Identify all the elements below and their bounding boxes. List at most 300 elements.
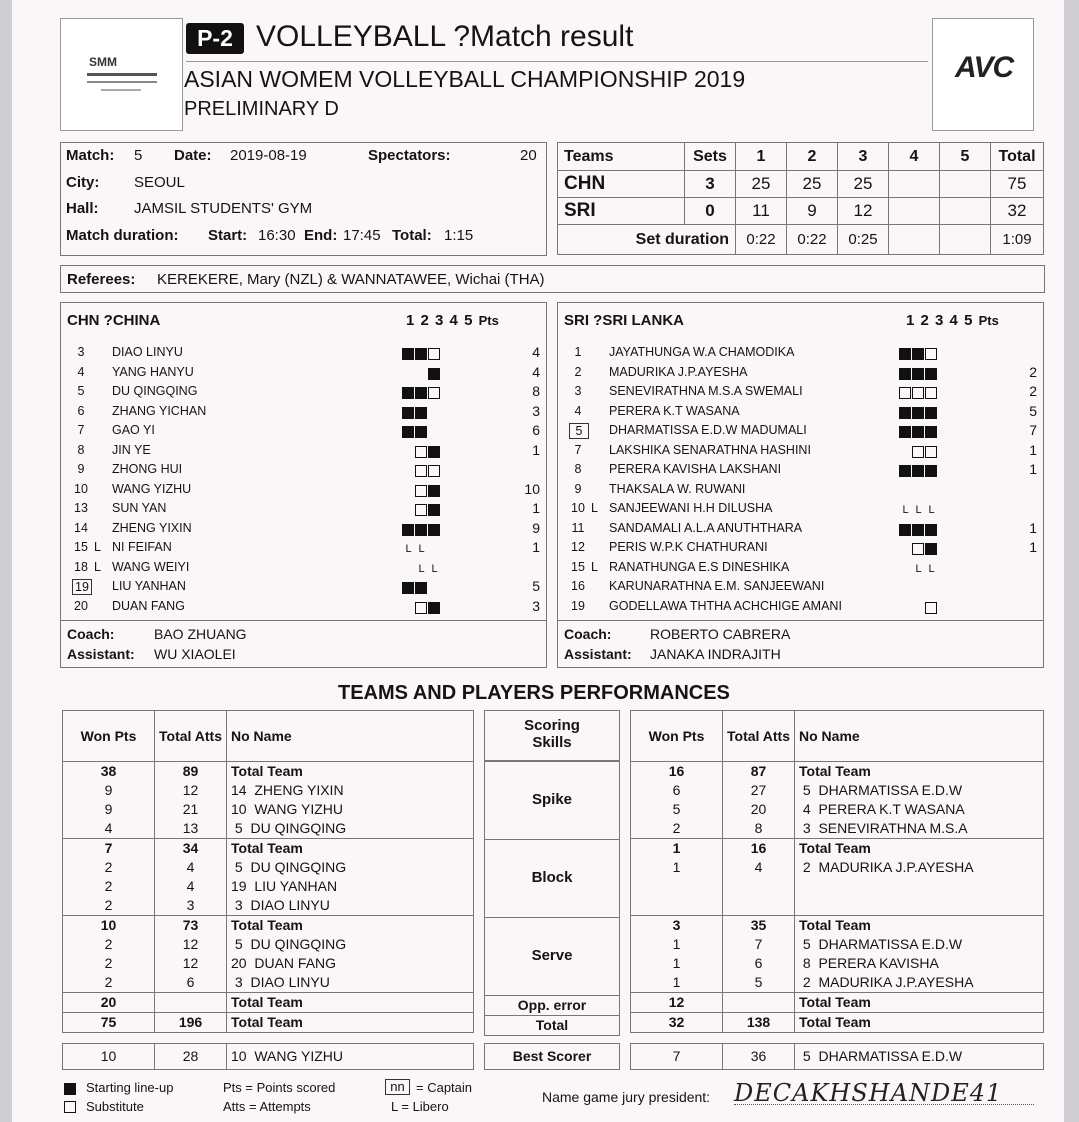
team-a-performance-table	[62, 710, 474, 1033]
set-header: 1	[406, 312, 415, 329]
set-participation	[402, 366, 441, 380]
score-total: 32	[991, 198, 1044, 225]
score-header-set4: 4	[889, 143, 940, 171]
best-scorer-row	[631, 1044, 1044, 1070]
starting-square-icon	[925, 543, 937, 555]
team-a-assistant: WU XIAOLEI	[154, 646, 236, 662]
player-points: 1	[1029, 461, 1037, 477]
substitute-square-icon	[428, 348, 440, 360]
starting-square-icon	[402, 407, 414, 419]
perf-right-header	[631, 711, 1044, 762]
won-pts: 2	[63, 896, 155, 916]
player-entry: 20 DUAN FANG	[227, 954, 474, 973]
player-points: 1	[1029, 539, 1037, 555]
score-sets: 0	[685, 198, 736, 225]
set-duration-label: Set duration	[558, 225, 736, 255]
player-entry: Total Team	[795, 762, 1044, 782]
empty-set-slot	[428, 543, 440, 555]
player-name: PERIS W.P.K CHATHURANI	[609, 540, 768, 554]
player-points: 5	[532, 578, 540, 594]
player-number: 10	[74, 482, 88, 496]
skill-player-row	[63, 877, 474, 896]
jury-signature: DECAKHSHANDE41	[734, 1079, 1003, 1107]
starting-square-icon	[415, 426, 427, 438]
set-participation	[402, 600, 441, 614]
start-time: 16:30	[258, 227, 296, 244]
substitute-square-icon	[428, 465, 440, 477]
player-number: 12	[571, 540, 585, 554]
starting-square-icon	[415, 348, 427, 360]
team-b-coach: ROBERTO CABRERA	[650, 626, 791, 642]
empty-set-slot	[402, 368, 414, 380]
player-number: 3	[574, 384, 582, 398]
player-entry: 3 DIAO LINYU	[227, 896, 474, 916]
player-row	[60, 539, 547, 557]
set-participation	[899, 483, 938, 497]
player-number: 19	[571, 599, 585, 613]
skill-name: Spike	[531, 791, 573, 808]
total-atts: 138	[723, 1013, 795, 1033]
set-duration-row	[558, 225, 1044, 255]
skill-name: Total	[535, 1017, 569, 1033]
won-pts-header: Won Pts	[63, 711, 155, 762]
substitute-square-icon	[415, 504, 427, 516]
set-header: 2	[920, 312, 929, 329]
player-number: 6	[77, 404, 85, 418]
starting-square-icon	[402, 582, 414, 594]
player-points: 1	[532, 539, 540, 555]
set-participation	[402, 385, 441, 399]
player-number: 7	[77, 423, 85, 437]
empty-set-slot	[899, 485, 911, 497]
starting-square-icon	[912, 465, 924, 477]
player-name: NI FEIFAN	[112, 540, 172, 554]
total-atts: 35	[723, 916, 795, 936]
substitute-square-icon	[415, 465, 427, 477]
total-atts: 21	[155, 800, 227, 819]
player-name: SANDAMALI A.L.A ANUTHTHARA	[609, 521, 803, 535]
set-participation	[899, 463, 938, 477]
player-points: 2	[1029, 364, 1037, 380]
substitute-square-icon	[925, 387, 937, 399]
avc-logo	[932, 18, 1034, 131]
player-points: 1	[1029, 442, 1037, 458]
team-b-staff-rule	[557, 620, 1044, 621]
best-total-atts: 36	[723, 1044, 795, 1070]
total-duration-label: Total:	[392, 227, 432, 244]
won-pts: 20	[63, 993, 155, 1013]
total-atts: 13	[155, 819, 227, 839]
player-entry: 8 PERERA KAVISHA	[795, 954, 1044, 973]
player-row	[557, 598, 1044, 616]
starting-square-icon	[925, 465, 937, 477]
player-row	[557, 559, 1044, 577]
player-entry: Total Team	[795, 993, 1044, 1013]
libero-set-mark: L	[928, 562, 935, 575]
skill-player-row	[63, 935, 474, 954]
player-number: 3	[77, 345, 85, 359]
event-logo-line	[87, 81, 157, 83]
starting-square-icon	[899, 407, 911, 419]
won-pts: 4	[63, 819, 155, 839]
set-participation	[402, 522, 441, 536]
substitute-square-icon	[64, 1101, 76, 1113]
best-player: 5 DHARMATISSA E.D.W	[795, 1044, 1044, 1070]
won-pts: 1	[631, 973, 723, 993]
player-entry: Total Team	[227, 993, 474, 1013]
won-pts: 6	[631, 781, 723, 800]
event-logo-line	[101, 89, 141, 91]
player-points: 5	[1029, 403, 1037, 419]
skill-cell	[484, 917, 620, 996]
skill-player-row	[631, 819, 1044, 839]
player-points: 4	[532, 344, 540, 360]
page-title: VOLLEYBALL ?Match result	[256, 20, 634, 53]
skill-player-row	[63, 973, 474, 993]
player-entry: 5 DU QINGQING	[227, 819, 474, 839]
player-row	[60, 344, 547, 362]
starting-square-icon	[899, 465, 911, 477]
legend-captain: = Captain	[416, 1080, 473, 1095]
won-pts: 5	[631, 800, 723, 819]
legend-starting: Starting line-up	[86, 1080, 174, 1095]
starting-square-icon	[428, 368, 440, 380]
player-points: 8	[532, 383, 540, 399]
total-atts: 4	[155, 877, 227, 896]
total-atts	[723, 877, 795, 896]
empty-set-slot	[402, 465, 414, 477]
legend-substitute: Substitute	[86, 1099, 144, 1114]
player-name: WANG WEIYI	[112, 560, 190, 574]
player-name: DUAN FANG	[112, 599, 185, 613]
empty-set-slot	[415, 368, 427, 380]
substitute-square-icon	[912, 387, 924, 399]
score-set-value: 12	[838, 198, 889, 225]
player-entry: Total Team	[795, 839, 1044, 859]
skill-name: Block	[531, 869, 573, 886]
score-header-total: Total	[991, 143, 1044, 171]
total-atts: 4	[723, 858, 795, 877]
starting-square-icon	[899, 524, 911, 536]
opp-error-row	[631, 993, 1044, 1013]
player-name: GODELLAWA THTHA ACHCHIGE AMANI	[609, 599, 842, 613]
empty-set-slot	[912, 602, 924, 614]
best-player: 10 WANG YIZHU	[227, 1044, 474, 1070]
starting-square-icon	[925, 524, 937, 536]
no-name-header: No Name	[795, 711, 1044, 762]
player-points: 9	[532, 520, 540, 536]
empty-set-slot	[912, 485, 924, 497]
player-row	[60, 442, 547, 460]
page-badge	[186, 23, 244, 54]
won-pts: 2	[63, 954, 155, 973]
score-set-value: 25	[787, 171, 838, 198]
best-won-pts: 7	[631, 1044, 723, 1070]
match-label: Match:	[66, 147, 115, 164]
player-row	[60, 520, 547, 538]
total-atts: 4	[155, 858, 227, 877]
total-atts: 12	[155, 935, 227, 954]
set-header: 4	[949, 312, 958, 329]
player-row	[557, 520, 1044, 538]
score-header-set2: 2	[787, 143, 838, 171]
skill-player-row	[631, 877, 1044, 896]
total-atts: 27	[723, 781, 795, 800]
total-atts: 12	[155, 781, 227, 800]
starting-square-icon	[428, 524, 440, 536]
score-set-value	[940, 171, 991, 198]
player-points: 2	[1029, 383, 1037, 399]
total-atts: 8	[723, 819, 795, 839]
set-participation	[899, 502, 938, 516]
event-logo	[60, 18, 183, 131]
set-participation	[899, 580, 938, 594]
won-pts: 2	[63, 935, 155, 954]
duration-label: Match duration:	[66, 227, 179, 244]
player-name: ZHENG YIXIN	[112, 521, 192, 535]
total-atts-header: Total Atts	[723, 711, 795, 762]
player-number: 13	[74, 501, 88, 515]
won-pts: 12	[631, 993, 723, 1013]
starting-square-icon	[402, 348, 414, 360]
championship-title: ASIAN WOMEM VOLLEYBALL CHAMPIONSHIP 2019	[184, 66, 746, 92]
team-a-coach: BAO ZHUANG	[154, 626, 247, 642]
player-name: KARUNARATHNA E.M. SANJEEWANI	[609, 579, 825, 593]
team-b-assistant-label: Assistant:	[564, 646, 632, 662]
libero-set-mark: L	[431, 562, 438, 575]
signature-dotted-line	[734, 1104, 1034, 1105]
player-entry: 10 WANG YIZHU	[227, 800, 474, 819]
date-label: Date:	[174, 147, 212, 164]
player-row	[557, 578, 1044, 596]
skill-player-row	[63, 819, 474, 839]
won-pts: 9	[63, 800, 155, 819]
starting-square-icon	[925, 426, 937, 438]
total-atts	[155, 993, 227, 1013]
won-pts: 7	[63, 839, 155, 859]
player-name: MADURIKA J.P.AYESHA	[609, 365, 748, 379]
total-atts: 6	[155, 973, 227, 993]
player-number: 4	[77, 365, 85, 379]
skill-player-row	[631, 935, 1044, 954]
set-participation	[402, 561, 441, 575]
total-atts: 20	[723, 800, 795, 819]
substitute-square-icon	[925, 348, 937, 360]
empty-set-slot	[899, 563, 911, 575]
won-pts: 1	[631, 839, 723, 859]
skill-player-row	[63, 800, 474, 819]
player-number: 4	[574, 404, 582, 418]
start-label: Start:	[208, 227, 248, 244]
pts-header: Pts	[478, 313, 499, 328]
player-number: 10	[571, 501, 585, 515]
player-entry: 3 SENEVIRATHNA M.S.A	[795, 819, 1044, 839]
opp-error-row	[63, 993, 474, 1013]
won-pts: 1	[631, 954, 723, 973]
substitute-square-icon	[925, 446, 937, 458]
set-participation	[402, 580, 441, 594]
player-name: JAYATHUNGA W.A CHAMODIKA	[609, 345, 795, 359]
total-atts: 89	[155, 762, 227, 782]
player-name: JIN YE	[112, 443, 151, 457]
player-row	[60, 481, 547, 499]
player-name: SUN YAN	[112, 501, 167, 515]
player-name: ZHANG YICHAN	[112, 404, 207, 418]
player-name: DHARMATISSA E.D.W MADUMALI	[609, 423, 807, 437]
legend-libero: L = Libero	[391, 1099, 449, 1114]
score-set-value	[889, 171, 940, 198]
hall-label: Hall:	[66, 200, 99, 217]
empty-set-slot	[912, 582, 924, 594]
event-logo-text: SMM	[89, 55, 117, 69]
won-pts: 1	[631, 858, 723, 877]
player-row	[557, 344, 1044, 362]
skill-player-row	[631, 781, 1044, 800]
set-header: 3	[435, 312, 444, 329]
score-set-value	[889, 198, 940, 225]
score-header-set3: 3	[838, 143, 889, 171]
libero-mark: L	[591, 501, 598, 515]
set-duration	[940, 225, 991, 255]
no-name-header: No Name	[227, 711, 474, 762]
set-duration: 0:22	[787, 225, 838, 255]
captain-box-label: nn	[390, 1079, 405, 1094]
skill-cell	[484, 761, 620, 840]
set-duration-total: 1:09	[991, 225, 1044, 255]
total-atts-header: Total Atts	[155, 711, 227, 762]
score-set-value: 11	[736, 198, 787, 225]
starting-square-icon	[428, 446, 440, 458]
player-entry: 5 DHARMATISSA E.D.W	[795, 935, 1044, 954]
won-pts: 32	[631, 1013, 723, 1033]
total-atts: 16	[723, 839, 795, 859]
set-participation	[899, 600, 938, 614]
won-pts: 3	[631, 916, 723, 936]
score-set-value: 25	[736, 171, 787, 198]
won-pts	[631, 877, 723, 896]
total-atts: 87	[723, 762, 795, 782]
best-scorer-row	[63, 1044, 474, 1070]
hall-value: JAMSIL STUDENTS' GYM	[134, 200, 313, 217]
player-row	[60, 461, 547, 479]
player-name: ZHONG HUI	[112, 462, 183, 476]
substitute-square-icon	[428, 387, 440, 399]
team-a-title: CHN ?CHINA	[67, 312, 161, 329]
empty-set-slot	[899, 543, 911, 555]
won-pts: 2	[63, 973, 155, 993]
won-pts: 10	[63, 916, 155, 936]
scoring-skills-header	[484, 710, 620, 761]
score-set-value	[940, 198, 991, 225]
player-row	[60, 364, 547, 382]
player-entry: 4 PERERA K.T WASANA	[795, 800, 1044, 819]
total-atts	[723, 896, 795, 916]
set-participation	[402, 463, 441, 477]
skill-cell	[484, 995, 620, 1016]
player-number: 8	[77, 443, 85, 457]
set-participation	[402, 405, 441, 419]
starting-square-icon	[415, 582, 427, 594]
score-header-teams: Teams	[558, 143, 685, 171]
grand-total-row	[63, 1013, 474, 1033]
won-pts: 2	[63, 877, 155, 896]
end-time: 17:45	[343, 227, 381, 244]
set-header: 2	[420, 312, 429, 329]
skill-total-row	[631, 839, 1044, 859]
total-atts	[723, 993, 795, 1013]
player-row	[60, 422, 547, 440]
player-entry: Total Team	[795, 1013, 1044, 1033]
set-duration	[889, 225, 940, 255]
starting-square-icon	[428, 504, 440, 516]
legend-pts: Pts = Points scored	[223, 1080, 336, 1095]
player-number: 7	[574, 443, 582, 457]
player-row	[60, 383, 547, 401]
starting-square-icon	[428, 485, 440, 497]
player-entry: 5 DHARMATISSA E.D.W	[795, 781, 1044, 800]
score-header-sets: Sets	[685, 143, 736, 171]
pts-header: Pts	[978, 313, 999, 328]
starting-square-icon	[402, 387, 414, 399]
jury-president-label: Name game jury president:	[542, 1089, 711, 1105]
won-pts-header: Won Pts	[631, 711, 723, 762]
score-total: 75	[991, 171, 1044, 198]
player-number: 5	[77, 384, 85, 398]
set-duration: 0:25	[838, 225, 889, 255]
player-number: 19	[72, 579, 92, 595]
score-set-value: 9	[787, 198, 838, 225]
starting-square-icon	[925, 407, 937, 419]
set-participation	[402, 502, 441, 516]
set-header: 5	[464, 312, 473, 329]
player-entry: 5 DU QINGQING	[227, 858, 474, 877]
skill-player-row	[631, 973, 1044, 993]
player-number: 15	[571, 560, 585, 574]
scoring-skills-label: Scoring Skills	[524, 717, 580, 751]
substitute-square-icon	[925, 602, 937, 614]
skill-total-row	[631, 916, 1044, 936]
team-a-assistant-label: Assistant:	[67, 646, 135, 662]
player-number: 8	[574, 462, 582, 476]
starting-square-icon	[428, 602, 440, 614]
spectators-label: Spectators:	[368, 147, 451, 164]
empty-set-slot	[925, 582, 937, 594]
match-number: 5	[134, 147, 143, 164]
player-number: 20	[74, 599, 88, 613]
libero-mark: L	[94, 540, 101, 554]
total-atts: 34	[155, 839, 227, 859]
player-points: 1	[532, 500, 540, 516]
skill-player-row	[631, 896, 1044, 916]
team-a-set-headers	[406, 312, 499, 329]
referees-label: Referees:	[67, 271, 136, 288]
skill-name: Opp. error	[517, 997, 587, 1013]
player-number: 1	[574, 345, 582, 359]
set-participation	[402, 424, 441, 438]
score-row-sri	[558, 198, 1044, 225]
perf-left-header	[63, 711, 474, 762]
empty-set-slot	[899, 446, 911, 458]
player-number: 18	[74, 560, 88, 574]
won-pts: 75	[63, 1013, 155, 1033]
player-points: 6	[532, 422, 540, 438]
total-atts: 12	[155, 954, 227, 973]
set-participation	[899, 424, 938, 438]
substitute-square-icon	[899, 387, 911, 399]
score-team: SRI	[558, 198, 685, 225]
player-entry: 2 MADURIKA J.P.AYESHA	[795, 973, 1044, 993]
empty-set-slot	[899, 602, 911, 614]
